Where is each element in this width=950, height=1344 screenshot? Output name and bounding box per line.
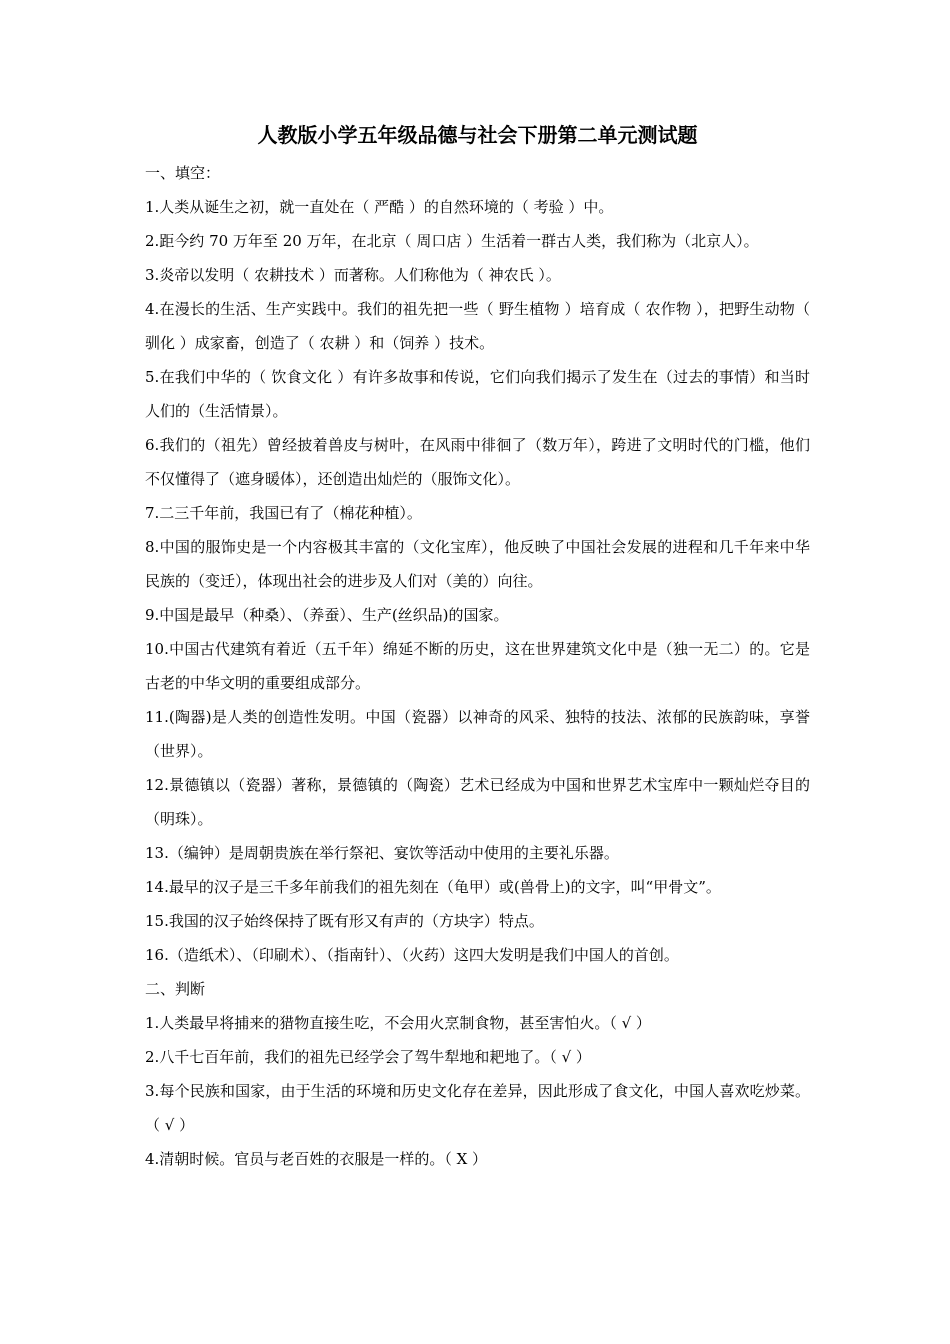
question-item: 9.中国是最早（种桑）、（养蚕）、生产(丝织品)的国家。 <box>145 606 509 624</box>
question-item: 7.二三千年前，我国已有了（棉花种植）。 <box>145 504 422 522</box>
section-true-false <box>145 972 810 1176</box>
section-fill-in <box>145 156 810 972</box>
question-item: 6.我们的（祖先）曾经披着兽皮与树叶，在风雨中徘徊了（数万年），跨进了文明时代的门槛，他们不仅懂得了（遮身暖体），还创造出灿烂的（服饰文化）。 <box>145 436 810 488</box>
question-item: 14.最早的汉子是三千多年前我们的祖先刻在（龟甲）或(兽骨上)的文字，叫“甲骨文”。 <box>145 878 721 896</box>
question-item: 4.清朝时候。官员与老百姓的衣服是一样的。（ X ） <box>145 1150 488 1168</box>
question-item: 1.人类最早将捕来的猎物直接生吃，不会用火烹制食物，甚至害怕火。（ √ ） <box>145 1014 651 1032</box>
question-item: 3.每个民族和国家，由于生活的环境和历史文化存在差异，因此形成了食文化，中国人喜欢吃炒菜。（ √ ） <box>145 1082 810 1134</box>
question-item: 16.（造纸术）、（印刷术）、（指南针）、（火药）这四大发明是我们中国人的首创。 <box>145 946 679 964</box>
section-heading: 一、填空： <box>145 164 221 182</box>
question-item: 3.炎帝以发明（ 农耕技术 ）而著称。人们称他为（ 神农氏 ）。 <box>145 266 561 284</box>
document-page <box>145 118 810 1176</box>
question-item: 1.人类从诞生之初，就一直处在（ 严酷 ）的自然环境的（ 考验 ）中。 <box>145 198 614 216</box>
question-item: 12.景德镇以（瓷器）著称，景德镇的（陶瓷）艺术已经成为中国和世界艺术宝库中一颗灿烂夺目的（明珠）。 <box>145 776 810 828</box>
question-item: 4.在漫长的生活、生产实践中。我们的祖先把一些（ 野生植物 ）培育成（ 农作物 ），把野生动物（ 驯化 ）成家畜，创造了（ 农耕 ）和（饲养 ）技术。 <box>145 300 810 352</box>
question-item: 11.(陶器)是人类的创造性发明。中国（瓷器）以神奇的风采、独特的技法、浓郁的民族韵味，享誉（世界）。 <box>145 708 810 760</box>
document-title: 人教版小学五年级品德与社会下册第二单元测试题 <box>257 123 698 147</box>
question-item: 8.中国的服饰史是一个内容极其丰富的（文化宝库），他反映了中国社会发展的进程和几千年来中华民族的（变迁），体现出社会的进步及人们对（美的）向往。 <box>145 538 810 590</box>
question-item: 13.（编钟）是周朝贵族在举行祭祀、宴饮等活动中使用的主要礼乐器。 <box>145 844 619 862</box>
section-heading: 二、判断 <box>145 980 206 998</box>
question-item: 10.中国古代建筑有着近（五千年）绵延不断的历史，这在世界建筑文化中是（独一无二）的。它是古老的中华文明的重要组成部分。 <box>145 640 810 692</box>
question-item: 15.我国的汉子始终保持了既有形又有声的（方块字）特点。 <box>145 912 544 930</box>
question-item: 5.在我们中华的（ 饮食文化 ）有许多故事和传说，它们向我们揭示了发生在（过去的事情）和当时人们的（生活情景）。 <box>145 368 810 420</box>
question-item: 2.八千七百年前，我们的祖先已经学会了驾牛犁地和耙地了。（ √ ） <box>145 1048 591 1066</box>
question-item: 2.距今约 70 万年至 20 万年，在北京（ 周口店 ）生活着一群古人类，我们称为（北京人）。 <box>145 232 759 250</box>
